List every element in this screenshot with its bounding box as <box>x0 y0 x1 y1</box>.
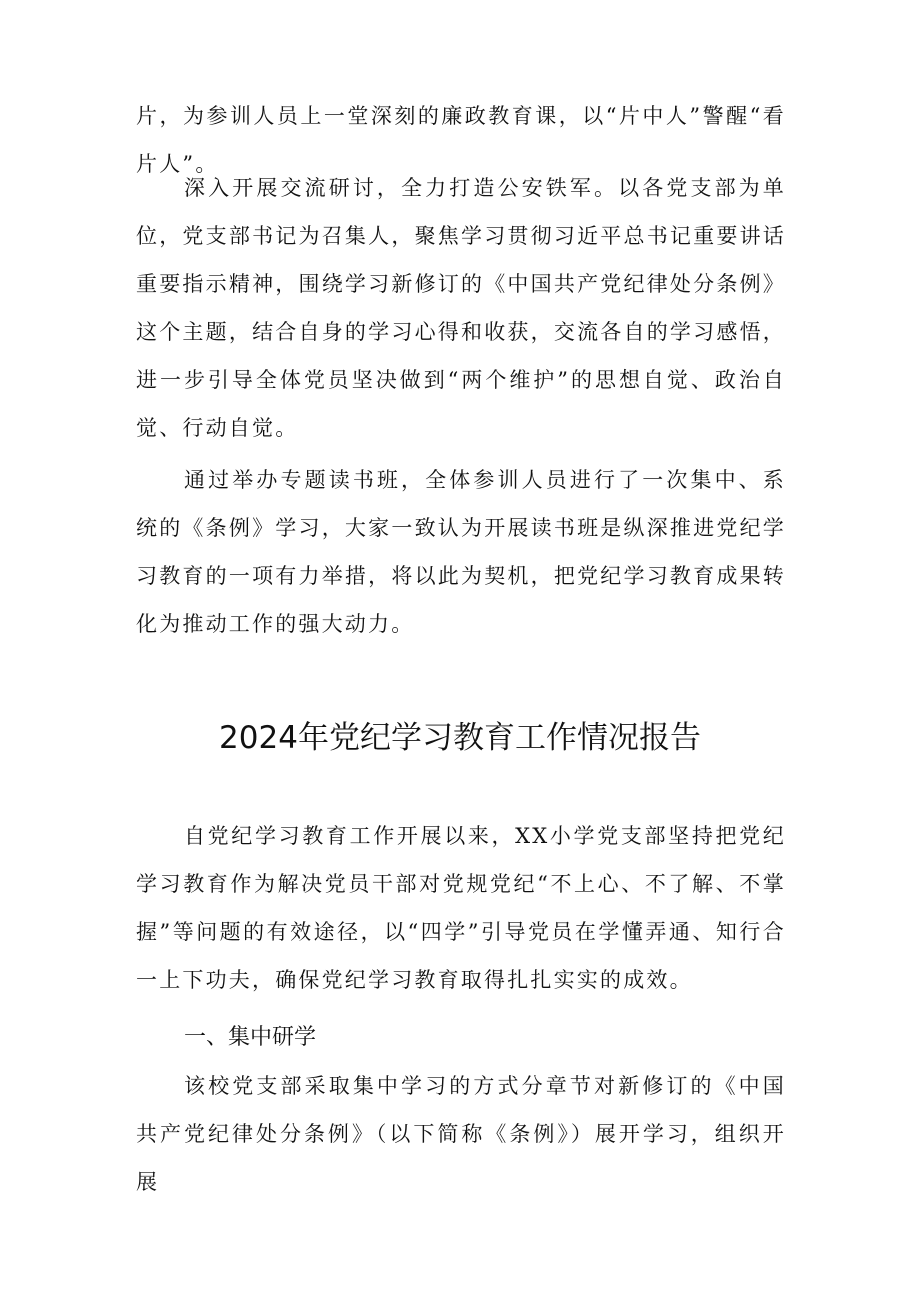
continuation-paragraph: 片，为参训人员上一堂深刻的廉政教育课，以“片中人”警醒“看片人”。 <box>136 104 786 176</box>
reading-class-paragraph: 通过举办专题读书班，全体参训人员进行了一次集中、系统的《条例》学习，大家一致认为开展读书班是纵深推进党纪学习教育的一项有力举措，将以此为契机，把党纪学习教育成果转化为推动工作的强大动力。 <box>136 468 786 636</box>
intro-paragraph: 自党纪学习教育工作开展以来，XX小学党支部坚持把党纪学习教育作为解决党员干部对党规党纪“不上心、不了解、不掌握”等问题的有效途径，以“四学”引导党员在学懂弄通、知行合一上下功夫，确保党纪学习教育取得扎扎实实的成效。 <box>136 824 786 992</box>
section-paragraph: 该校党支部采取集中学习的方式分章节对新修订的《中国共产党纪律处分条例》（以下简称《条例》）展开学习，组织开展 <box>136 1074 786 1194</box>
section-heading: 一、集中研学 <box>184 1025 317 1050</box>
exchange-discussion-paragraph: 深入开展交流研讨，全力打造公安铁军。以各党支部为单位，党支部书记为召集人，聚焦学习贯彻习近平总书记重要讲话重要指示精神，围绕学习新修订的《中国共产党纪律处分条例》这个主题，结合自身的学习心得和收获，交流各自的学习感悟，进一步引导全体党员坚决做到“两个维护”的思想自觉、政治自觉、行动自觉。 <box>136 176 786 440</box>
report-title: 2024年党纪学习教育工作情况报告 <box>219 720 701 756</box>
